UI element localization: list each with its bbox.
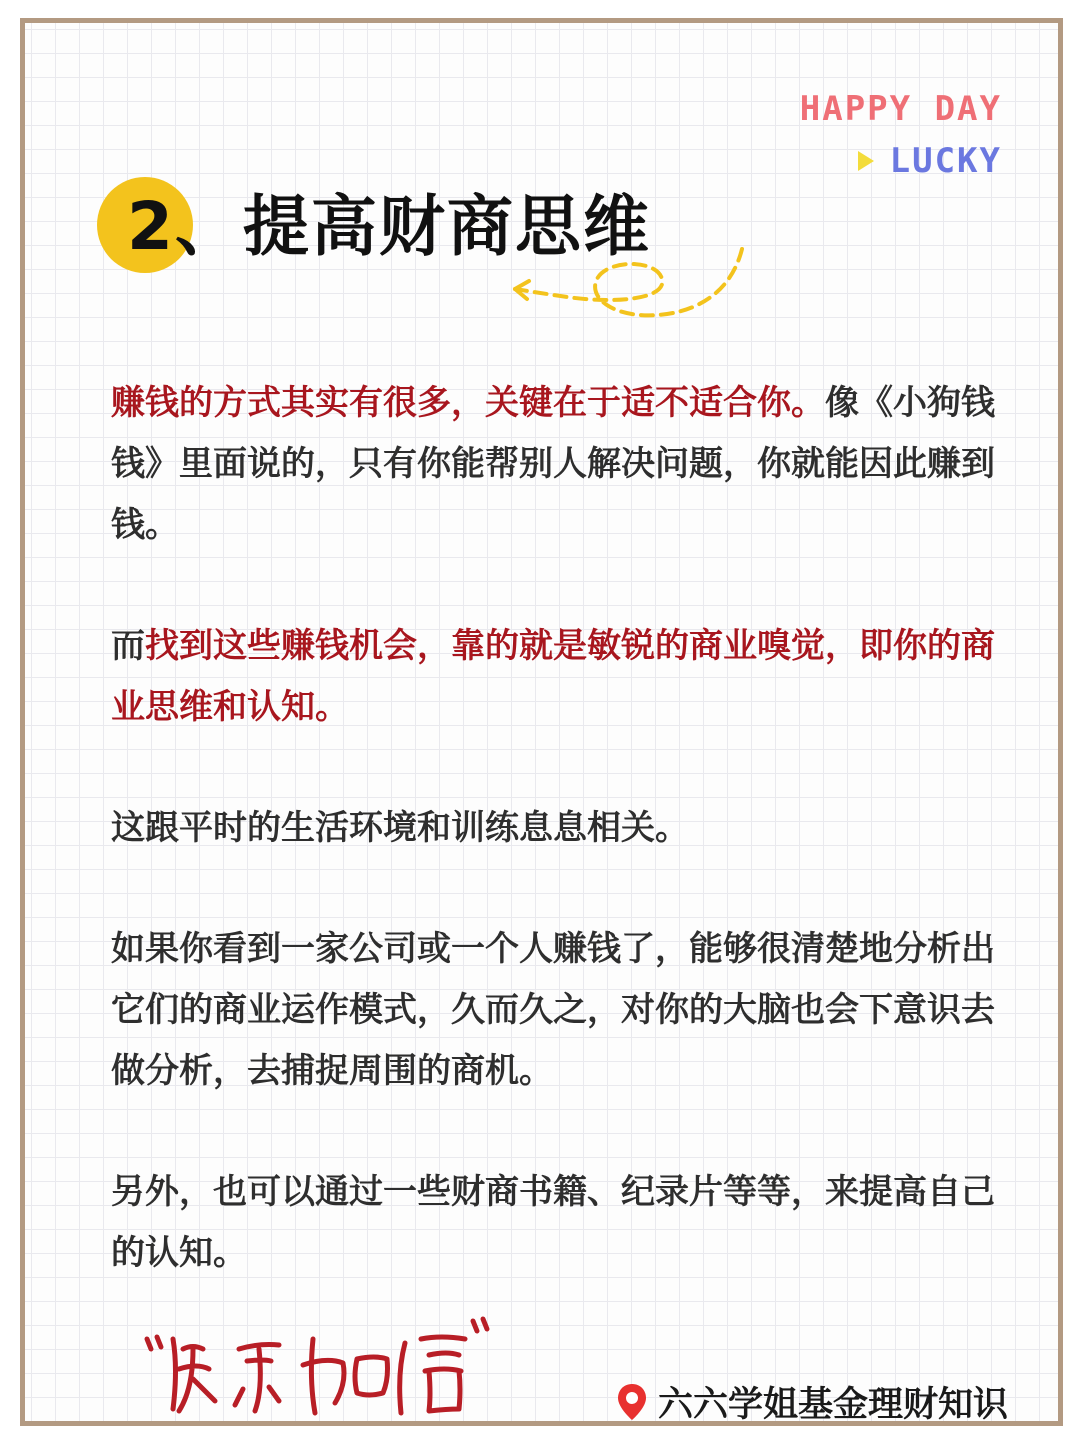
dashed-swirl-arrow-icon bbox=[507, 229, 757, 339]
handwritten-signature bbox=[143, 1309, 503, 1429]
paragraph-3: 这跟平时的生活环境和训练息息相关。 bbox=[111, 808, 689, 848]
triangle-arrow-icon bbox=[858, 151, 874, 171]
happy-day-label: HAPPY DAY bbox=[799, 89, 1002, 129]
paragraph-1-text: 像《小狗钱钱》里面说的，只有你能帮别人解决问题，你就能因此赚到钱。 bbox=[111, 383, 995, 545]
paragraph-2-highlight: 找到这些赚钱机会，靠的就是敏锐的商业嗅觉，即你的商业思维和认知。 bbox=[111, 626, 995, 727]
paragraph-5: 另外，也可以通过一些财商书籍、纪录片等等，来提高自己的认知。 bbox=[111, 1172, 995, 1273]
paragraph-4: 如果你看到一家公司或一个人赚钱了，能够很清楚地分析出它们的商业运作模式，久而久之，对你的大脑也会下意识去做分析，去捕捉周围的商机。 bbox=[111, 929, 995, 1091]
lucky-row bbox=[858, 141, 1002, 181]
page-title: 2、提高财商思维 bbox=[127, 188, 651, 265]
article-body bbox=[111, 373, 1023, 1284]
page-card bbox=[20, 18, 1063, 1426]
brand-name: 六六学姐基金理财知识 bbox=[657, 1385, 1008, 1425]
location-pin-icon bbox=[616, 1382, 648, 1422]
paragraph-2 bbox=[111, 616, 1023, 738]
lucky-label: LUCKY bbox=[889, 141, 1002, 181]
paragraph-2-lead: 而 bbox=[111, 626, 145, 666]
brand-signature bbox=[616, 1377, 1008, 1427]
paragraph-1 bbox=[111, 373, 1023, 556]
paragraph-1-highlight: 赚钱的方式其实有很多，关键在于适不适合你。 bbox=[111, 383, 825, 423]
